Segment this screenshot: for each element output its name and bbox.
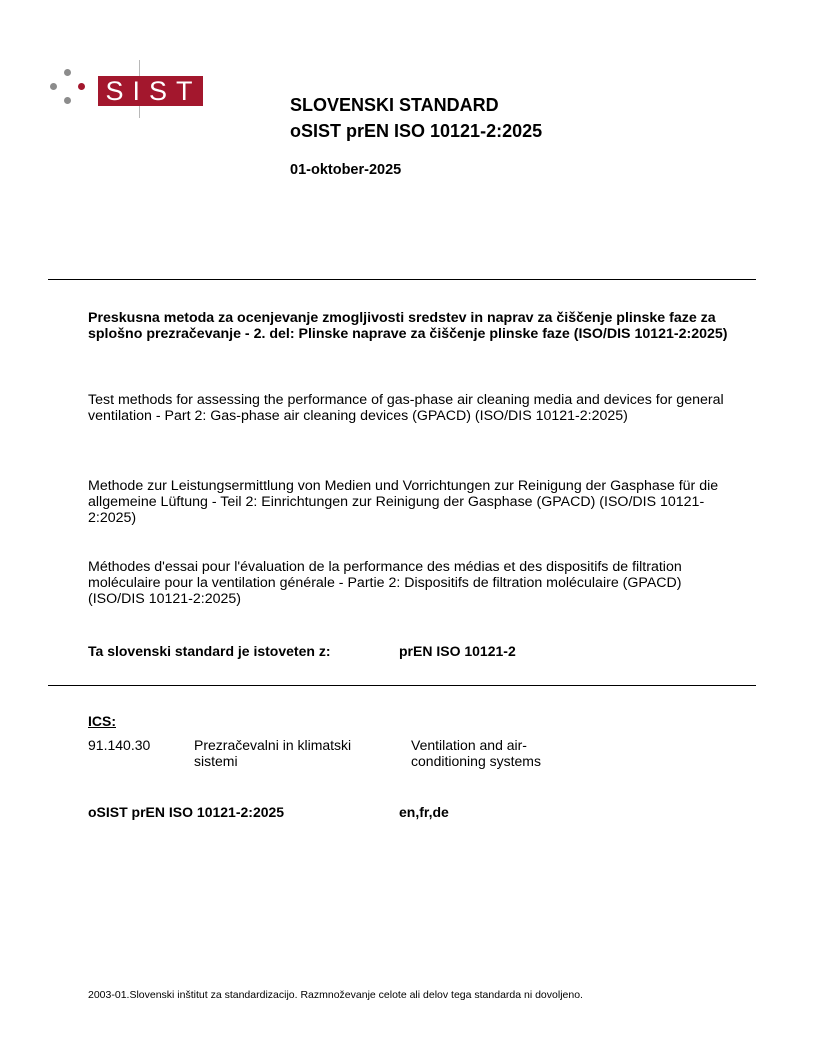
identity-label: Ta slovenski standard je istoveten z: <box>88 643 331 659</box>
copyright-footer: 2003-01.Slovenski inštitut za standardizacijo. Razmnoževanje celote ali delov tega standarda ni dovoljeno. <box>88 989 583 1001</box>
divider <box>48 279 756 280</box>
title-english: Test methods for assessing the performance of gas-phase air cleaning media and devices for general ventilation - Part 2: Gas-phase air cleaning devices (GPACD) (ISO/DIS 10121-2:2025) <box>88 392 724 424</box>
logo-text: SIST <box>98 76 203 106</box>
publication-date: 01-oktober-2025 <box>290 162 402 178</box>
identity-value: prEN ISO 10121-2 <box>399 643 516 659</box>
logo-dot <box>64 97 71 104</box>
divider <box>48 685 756 686</box>
document-languages: en,fr,de <box>399 804 449 820</box>
ics-description-en: Ventilation and air-conditioning systems <box>411 737 541 769</box>
ics-description-sl: Prezračevalni in klimatski sistemi <box>194 737 352 769</box>
logo-dot <box>64 69 71 76</box>
title-french: Méthodes d'essai pour l'évaluation de la performance des médias et des dispositifs de filtration moléculaire pour la ventilation générale - Partie 2: Dispositifs de filtration moléculaire (GPACD) (ISO/DIS 10121-2:2025) <box>88 559 682 607</box>
title-slovenian: Preskusna metoda za ocenjevanje zmogljivosti sredstev in naprav za čiščenje plinske faze za splošno prezračevanje - 2. del: Plinske naprave za čiščenje plinske faze (ISO/DIS 10121-2:2025) <box>88 310 728 342</box>
logo-dot <box>50 83 57 90</box>
ics-label: ICS: <box>88 713 116 729</box>
standard-code: oSIST prEN ISO 10121-2:2025 <box>290 121 543 141</box>
ics-code: 91.140.30 <box>88 737 151 753</box>
title-german: Methode zur Leistungsermittlung von Medien und Vorrichtungen zur Reinigung der Gasphase für die allgemeine Lüftung - Teil 2: Einrichtungen zur Reinigung der Gasphase (GPACD) (ISO/DIS 10121-2:2025) <box>88 478 719 526</box>
standard-heading: SLOVENSKI STANDARD <box>290 95 499 115</box>
logo-dot <box>78 83 85 90</box>
document-code: oSIST prEN ISO 10121-2:2025 <box>88 804 285 820</box>
